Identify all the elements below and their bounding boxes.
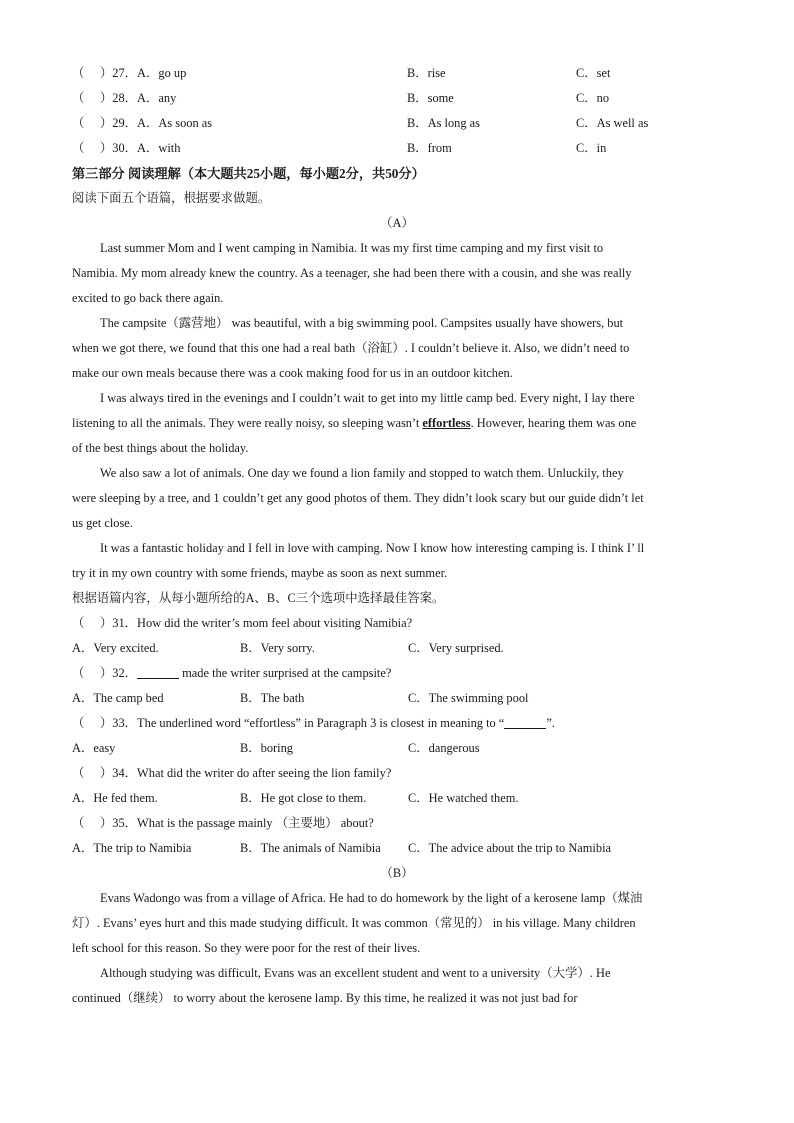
option-c: C．He watched them. [408,791,519,805]
option-b: B．The animals of Namibia [240,841,381,855]
answer-blank [137,664,179,679]
question-31-stem: （ ）31．How did the writer’s mom feel about visiting Namibia? [72,616,413,630]
passage-a-text: listening to all the animals. They were really noisy, so sleeping wasn’t [72,416,423,430]
question-34-stem: （ ）34．What did the writer do after seeing the lion family? [72,766,392,780]
passage-a-text: . However, hearing them was one [470,416,637,430]
passage-b-line: Although studying was difficult, Evans was an excellent student and went to a university（大学）. He [100,966,611,980]
question-32-stem [72,661,722,686]
underlined-word-effortless: effortless [422,416,471,430]
passage-a-line: The campsite（露营地） was beautiful, with a big swimming pool. Campsites usually have showers, but [100,316,624,330]
passage-a-line: Namibia. My mom already knew the country. As a teenager, she had been there with a cousin, and she was really [72,266,632,280]
passage-a-line: excited to go back there again. [72,291,224,305]
passage-a-line: when we got there, we found that this one had a real bath（浴缸）. I couldn’t believe it. Also, we didn’t need to [72,341,630,355]
question-30-c: C．in [576,141,607,155]
question-29-c: C．As well as [576,116,649,130]
question-27-a: （ ）27．A．go up [72,66,187,80]
question-33-prefix: （ ）33．The underlined word “effortless” in Paragraph 3 is closest in meaning to “ [72,716,505,730]
passage-a-line: make our own meals because there was a cook making food for us in an outdoor kitchen. [72,366,513,380]
question-33-stem [72,711,722,736]
question-28-a: （ ）28．A．any [72,91,177,105]
passage-a-line: Last summer Mom and I went camping in Namibia. It was my first time camping and my first visit to [100,241,604,255]
question-27-b: B．rise [407,66,446,80]
option-row-29 [72,111,722,136]
option-b: B．Very sorry. [240,641,315,655]
option-c: C．The swimming pool [408,691,529,705]
question-29-b: B．As long as [407,116,480,130]
passage-a-instruction: 根据语篇内容，从每小题所给的A、B、C三个选项中选择最佳答案。 [72,591,445,605]
option-c: C．dangerous [408,741,480,755]
option-a: A．The trip to Namibia [72,841,192,855]
option-row-30 [72,136,722,161]
passage-a-line: were sleeping by a tree, and 1 couldn’t get any good photos of them. They didn’t look scary but our guide didn’t let [72,491,644,505]
passage-a-line: It was a fantastic holiday and I fell in love with camping. Now I know how interesting camping is. I think I’ ll [100,541,645,555]
passage-a-line: I was always tired in the evenings and I couldn’t wait to get into my little camp bed. Every night, I lay there [100,391,635,405]
question-28-c: C．no [576,91,610,105]
option-a: A．He fed them. [72,791,158,805]
option-a: A．easy [72,741,116,755]
passage-a-line [72,411,722,436]
passage-a-label: （A） [380,216,414,230]
option-a: A．Very excited. [72,641,159,655]
option-row-28 [72,86,722,111]
question-30-a: （ ）30．A．with [72,141,181,155]
question-32-prefix: （ ）32． [72,666,138,680]
passage-a-line: try it in my own country with some friends, maybe as soon as next summer. [72,566,448,580]
section-3-title: 第三部分 阅读理解（本大题共25小题，每小题2分，共50分） [72,166,425,181]
passage-b-label: （B） [380,866,414,880]
passage-a-line: of the best things about the holiday. [72,441,249,455]
question-28-b: B．some [407,91,454,105]
question-34-options [72,786,722,811]
answer-blank [504,714,546,729]
question-33-options [72,736,722,761]
option-c: C．Very surprised. [408,641,504,655]
passage-b-line: 灯）. Evans’ eyes hurt and this made studying difficult. It was common（常见的） in his village. Many children [72,916,636,930]
passage-a-line: us get close. [72,516,133,530]
question-33-suffix: ”. [546,716,555,730]
section-3-instruction: 阅读下面五个语篇，根据要求做题。 [72,191,271,205]
option-c: C．The advice about the trip to Namibia [408,841,612,855]
question-29-a: （ ）29．A．As soon as [72,116,213,130]
question-27-c: C．set [576,66,611,80]
option-row-27 [72,61,722,86]
passage-b-line: continued（继续） to worry about the kerosene lamp. By this time, he realized it was not just bad for [72,991,578,1005]
passage-b-line: left school for this reason. So they were poor for the rest of their lives. [72,941,421,955]
option-a: A．The camp bed [72,691,164,705]
question-30-b: B．from [407,141,452,155]
question-35-stem: （ ）35．What is the passage mainly （主要地） about? [72,816,374,830]
question-32-options [72,686,722,711]
question-35-options [72,836,722,861]
passage-a-line: We also saw a lot of animals. One day we found a lion family and stopped to watch them. Unluckily, they [100,466,624,480]
option-b: B．boring [240,741,294,755]
question-32-suffix: made the writer surprised at the campsite? [179,666,392,680]
passage-b-line: Evans Wadongo was from a village of Africa. He had to do homework by the light of a kerosene lamp（煤油 [100,891,643,905]
option-b: B．The bath [240,691,305,705]
question-31-options [72,636,722,661]
option-b: B．He got close to them. [240,791,367,805]
